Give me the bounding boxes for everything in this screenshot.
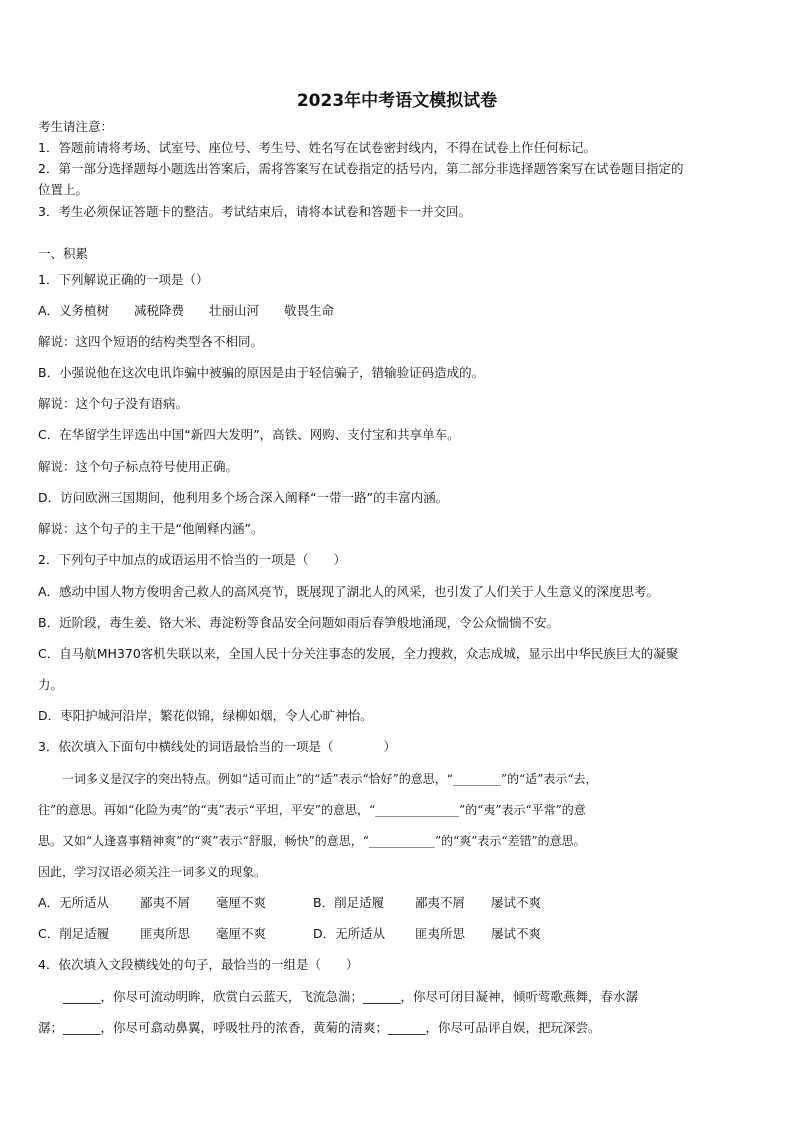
- question-2-stem: 2．下列句子中加点的成语运用不恰当的一项是（ ）: [38, 552, 346, 567]
- option-d-word: 匪夷所思: [415, 926, 466, 941]
- question-1-stem: 1．下列解说正确的一项是（）: [38, 272, 209, 287]
- option-a-word: 毫厘不爽: [216, 895, 267, 910]
- question-3-passage: 思。又如“人逢喜事精神爽”的“爽”表示“舒服，畅快”的意思，“___________”的“爽”表示“差错”的意思。: [38, 834, 586, 848]
- notice-item: 2．第一部分选择题每小题选出答案后，需将答案写在试卷指定的括号内，第二部分非选择题答案写在试卷题目指定的: [38, 161, 684, 176]
- option-d-word: D．无所适从: [313, 926, 386, 941]
- notice-heading: 考生请注意：: [38, 119, 114, 134]
- question-1-line: B．小强说他在这次电讯诈骗中被骗的原因是由于轻信骗子，错输验证码造成的。: [38, 365, 485, 380]
- question-3-stem: 3．依次填入下面句中横线处的词语最恰当的一项是（ ）: [38, 739, 396, 754]
- question-3-passage: 因此，学习汉语必须关注一词多义的现象。: [38, 865, 267, 879]
- option-b-word: B．削足适履: [313, 895, 385, 910]
- question-4-passage: 潺；______，你尽可翕动鼻翼，呼吸牡丹的浓香，黄菊的清爽；______，你尽可品评自娱，把玩深尝。: [38, 1020, 601, 1035]
- option-c-word: C．削足适履: [38, 926, 110, 941]
- question-3-passage: 一词多义是汉字的突出特点。例如“适可而止”的“适”表示“恰好”的意思，“________”的“适”表示“去，: [38, 772, 598, 786]
- question-4-passage: ______，你尽可流动明眸，欣赏白云蓝天，飞流急湍；______，你尽可闭目凝神，倾听莺歌燕舞，春水潺: [38, 989, 639, 1004]
- option-b-word: 屡试不爽: [491, 895, 542, 910]
- question-3-options-row: [38, 894, 561, 912]
- question-2-line: D．枣阳护城河沿岸，繁花似锦，绿柳如烟，令人心旷神怡。: [38, 708, 373, 723]
- question-2-line: B．近阶段，毒生姜、铬大米、毒淀粉等食品安全问题如雨后春笋般地涌现，令公众惴惴不安。: [38, 615, 560, 630]
- question-1-line: 解说：这个句子的主干是“他阐释内涵”。: [38, 521, 264, 536]
- question-1-line: C．在华留学生评选出中国“新四大发明”，高铁、网购、支付宝和共享单车。: [38, 427, 460, 442]
- notice-item: 3．考生必须保证答题卡的整洁。考试结束后，请将本试卷和答题卡一并交回。: [38, 204, 471, 219]
- question-4-stem: 4．依次填入文段横线处的句子，最恰当的一组是（ ）: [38, 957, 359, 972]
- notice-item: 1．答题前请将考场、试室号、座位号、考生号、姓名写在试卷密封线内，不得在试卷上作任何标记。: [38, 140, 596, 155]
- option-c-word: 匪夷所思: [140, 926, 191, 941]
- question-3-passage: 往”的意思。再如“化险为夷”的“夷”表示“平坦，平安”的意思，“______________”的“夷”表示“平常”的意: [38, 803, 586, 817]
- question-2-line: C．自马航MH370客机失联以来，全国人民十分关注事态的发展，全力搜救，众志成城，显示出中华民族巨大的凝聚: [38, 646, 679, 661]
- question-2-line: A．感动中国人物方俊明舍己救人的高风亮节，既展现了湖北人的风采，也引发了人们关于人生意义的深度思考。: [38, 584, 660, 599]
- option-a-word: A．无所适从: [38, 895, 110, 910]
- option-c-word: 毫厘不爽: [216, 926, 267, 941]
- question-1-line: 解说：这个句子没有语病。: [38, 396, 189, 411]
- question-1-line: D．访问欧洲三国期间，他利用多个场合深入阐释“一带一路”的丰富内涵。: [38, 490, 449, 505]
- question-3-options-row: [38, 925, 561, 943]
- page-title: 2023年中考语文模拟试卷: [296, 91, 498, 111]
- question-1-line: 解说：这四个短语的结构类型各不相同。: [38, 334, 264, 349]
- option-d-word: 屡试不爽: [491, 926, 542, 941]
- option-a-word: 鄙夷不屑: [140, 895, 191, 910]
- notice-item: 位置上。: [38, 182, 89, 197]
- question-1-line: 解说：这个句子标点符号使用正确。: [38, 459, 239, 474]
- question-1-line: A．义务植树 减税降费 壮丽山河 敬畏生命: [38, 303, 335, 318]
- option-b-word: 鄙夷不屑: [415, 895, 466, 910]
- section-heading: 一、积累: [38, 246, 89, 261]
- question-2-line: 力。: [38, 677, 64, 692]
